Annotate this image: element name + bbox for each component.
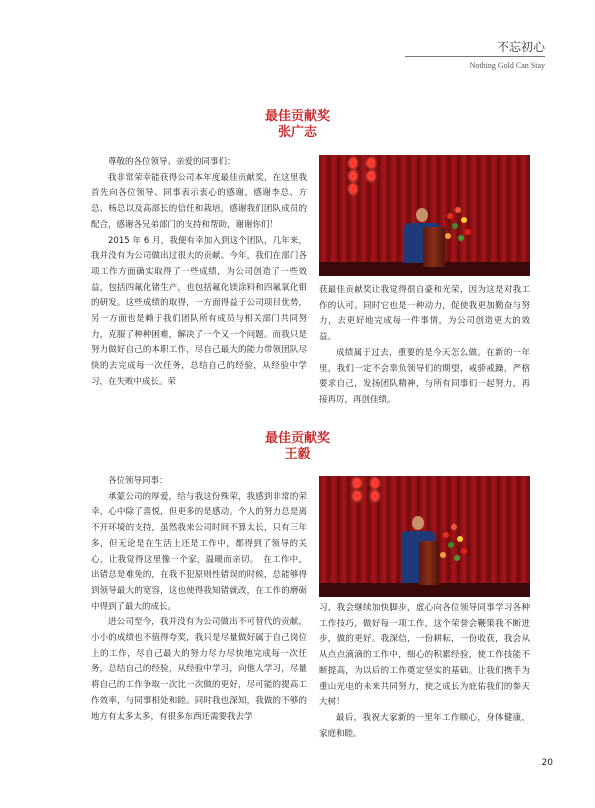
section2-left-column: [91, 474, 307, 725]
section2-award-title: 最佳贡献奖: [264, 431, 330, 446]
section2-name: 王毅: [284, 447, 311, 462]
paragraph: 获最佳贡献奖让我觉得很自豪和光荣，因为这是对我工作的认可。同时它也是一种动力，促使我更加勤奋与努力，去更好地完成每一件事情，为公司创造更大的效益。: [319, 285, 530, 343]
paragraph: 习，我会继续加快脚步，虚心向各位领导同事学习各种工作技巧，做好每一项工作，这个荣誉会鞭策我不断进步，做的更好。我深信，一份耕耘，一份收获，我会从从点点滴滴的工作中，细心的积累经验，使工作技能不断提高，为以后的工作奠定坚实的基础。让我们携手为重山光电的未来共同努力，使之成长为庇佑我们的参天大树！: [319, 603, 530, 708]
paragraph: 2015 年 6 月，我便有幸加入到这个团队，几年来，我并没有为公司做出过很大的贡献。今年，我们在部门各项工作方面确实取得了一些成绩，为公司创造了一些效益，包括四氟化锗生产，也包括氟化镁涂料和四氟氧化钼的研发。这些成绩的取得，一方面得益于公司项目优势，另一方面也是赖于我们团队所有成员与相关部门共同努力，克服了种种困难，解决了一个又一个问题。而我只是努力做好自己的本职工作，尽自己最大的能力带领团队尽快的去完成每一次任务，总结自己的经验，从经验中学习，在失败中成长。荣: [91, 235, 307, 387]
paragraph: 成绩属于过去，重要的是今天怎么做。在新的一年里，我们一定不会辜负领导们的期望，戒骄戒躁，严格要求自己，发扬团队精神，与所有同事们一起努力，再接再厉，再创佳绩。: [319, 347, 530, 405]
section2-right-column: [319, 601, 530, 742]
paragraph: 各位领导同事：: [108, 476, 168, 486]
section1-left-column: [91, 155, 307, 391]
page-number: 20: [541, 758, 553, 768]
section2-photo: [319, 476, 530, 597]
header-title-cn: 不忘初心: [496, 40, 545, 54]
paragraph: 尊敬的各位领导、亲爱的同事们：: [108, 157, 236, 167]
header-title-en: Nothing Gold Can Stay: [469, 61, 545, 70]
section1-award-title: 最佳贡献奖: [264, 109, 330, 124]
section1-right-column: [319, 283, 530, 409]
section1-name: 张广志: [277, 125, 317, 140]
paragraph: 进公司至今，我并没有为公司做出不可替代的贡献，小小的成绩也不值得夸奖，我只是尽量做好属于自己岗位上的工作，尽自己最大的努力尽力尽快地完成每一次任务，总结自己的经验，从经验中学习，向他人学习，尽量将自己的工作争取一次比一次做的更好，尽可能的提高工作效率，与同事相处和睦。同时我也深知，我做的不够的地方有太多太多，有很多东西还需要我去学: [91, 617, 307, 722]
paragraph: 最后，我祝大家新的一里年工作顺心，身体健康，家庭和睦。: [319, 712, 530, 739]
paragraph: 我非常荣幸能获得公司本年度最佳贡献奖，在这里我首先向各位领导、同事表示衷心的感谢。感谢李总、方总、杨总以及高部长的信任和栽培，感谢我们团队成员的配合，感谢各兄弟部门的支持和帮助，谢谢你们！: [91, 172, 307, 230]
section1-photo: [319, 155, 530, 276]
paragraph: 承蒙公司的厚爱，给与我这份殊荣，我感到非常的荣幸，心中除了喜悦，但更多的是感动。个人的努力总是离不开环境的支持，虽然我来公司时间不算太长，只有三年多，但无论是在生活上还是工作中，都得到了领导的关心，让我觉得这里像一个家，温暖而亲切。 在工作中，出错总是难免的，在我不犯原则性错误的时候，总能够得到领导最大的宽容，这也使得我知错就改，在工作的磨砺中得到了最大的成长。: [91, 491, 307, 612]
header-divider: [405, 56, 545, 57]
